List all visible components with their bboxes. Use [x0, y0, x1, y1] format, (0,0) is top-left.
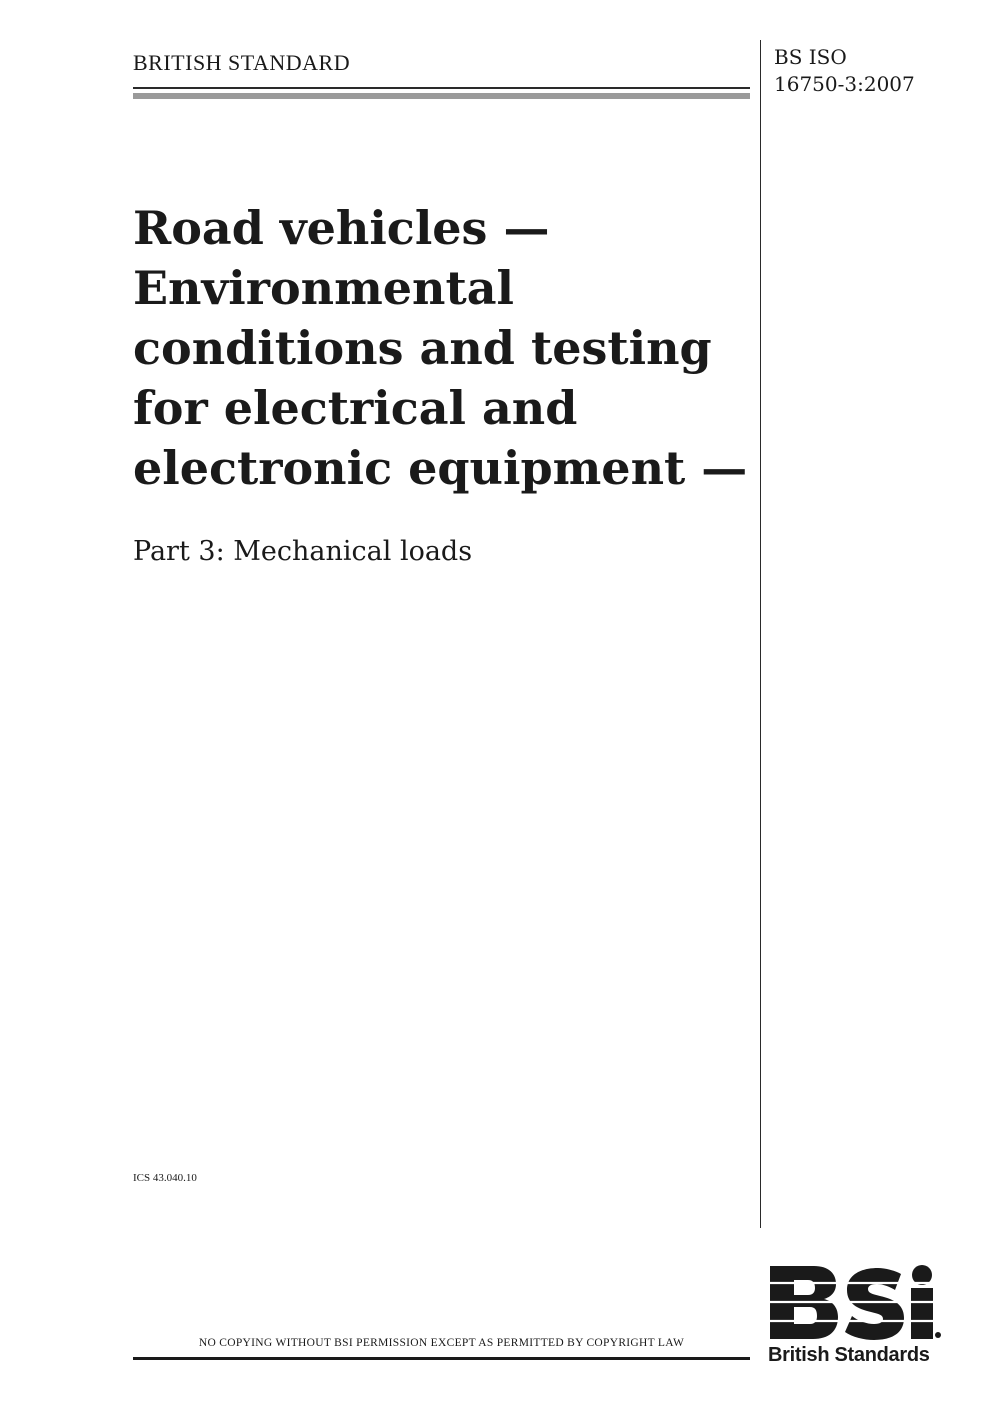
bsi-logo-mark — [768, 1262, 943, 1344]
document-series-label: BRITISH STANDARD — [133, 50, 351, 75]
title-line: Environmental — [133, 261, 514, 315]
standard-number-line-2: 16750-3:2007 — [774, 72, 915, 96]
footer-divider — [133, 1357, 750, 1360]
vertical-divider — [760, 40, 761, 1228]
title-line: for electrical and — [133, 381, 578, 435]
header-divider-thin — [133, 87, 750, 89]
ics-code: ICS 43.040.10 — [133, 1172, 197, 1184]
document-subtitle: Part 3: Mechanical loads — [133, 536, 473, 567]
bsi-logo-text: British Standards — [768, 1344, 930, 1366]
title-line: Road vehicles — — [133, 201, 550, 255]
copyright-notice: NO COPYING WITHOUT BSI PERMISSION EXCEPT AS PERMITTED BY COPYRIGHT LAW — [198, 1337, 685, 1349]
standard-number — [774, 44, 915, 98]
bsi-logo — [768, 1262, 943, 1372]
title-line: conditions and testing — [133, 321, 712, 375]
standard-number-line-1: BS ISO — [774, 45, 847, 69]
title-line: electronic equipment — — [133, 441, 748, 495]
document-title — [133, 198, 753, 498]
header-divider-thick — [133, 93, 750, 99]
